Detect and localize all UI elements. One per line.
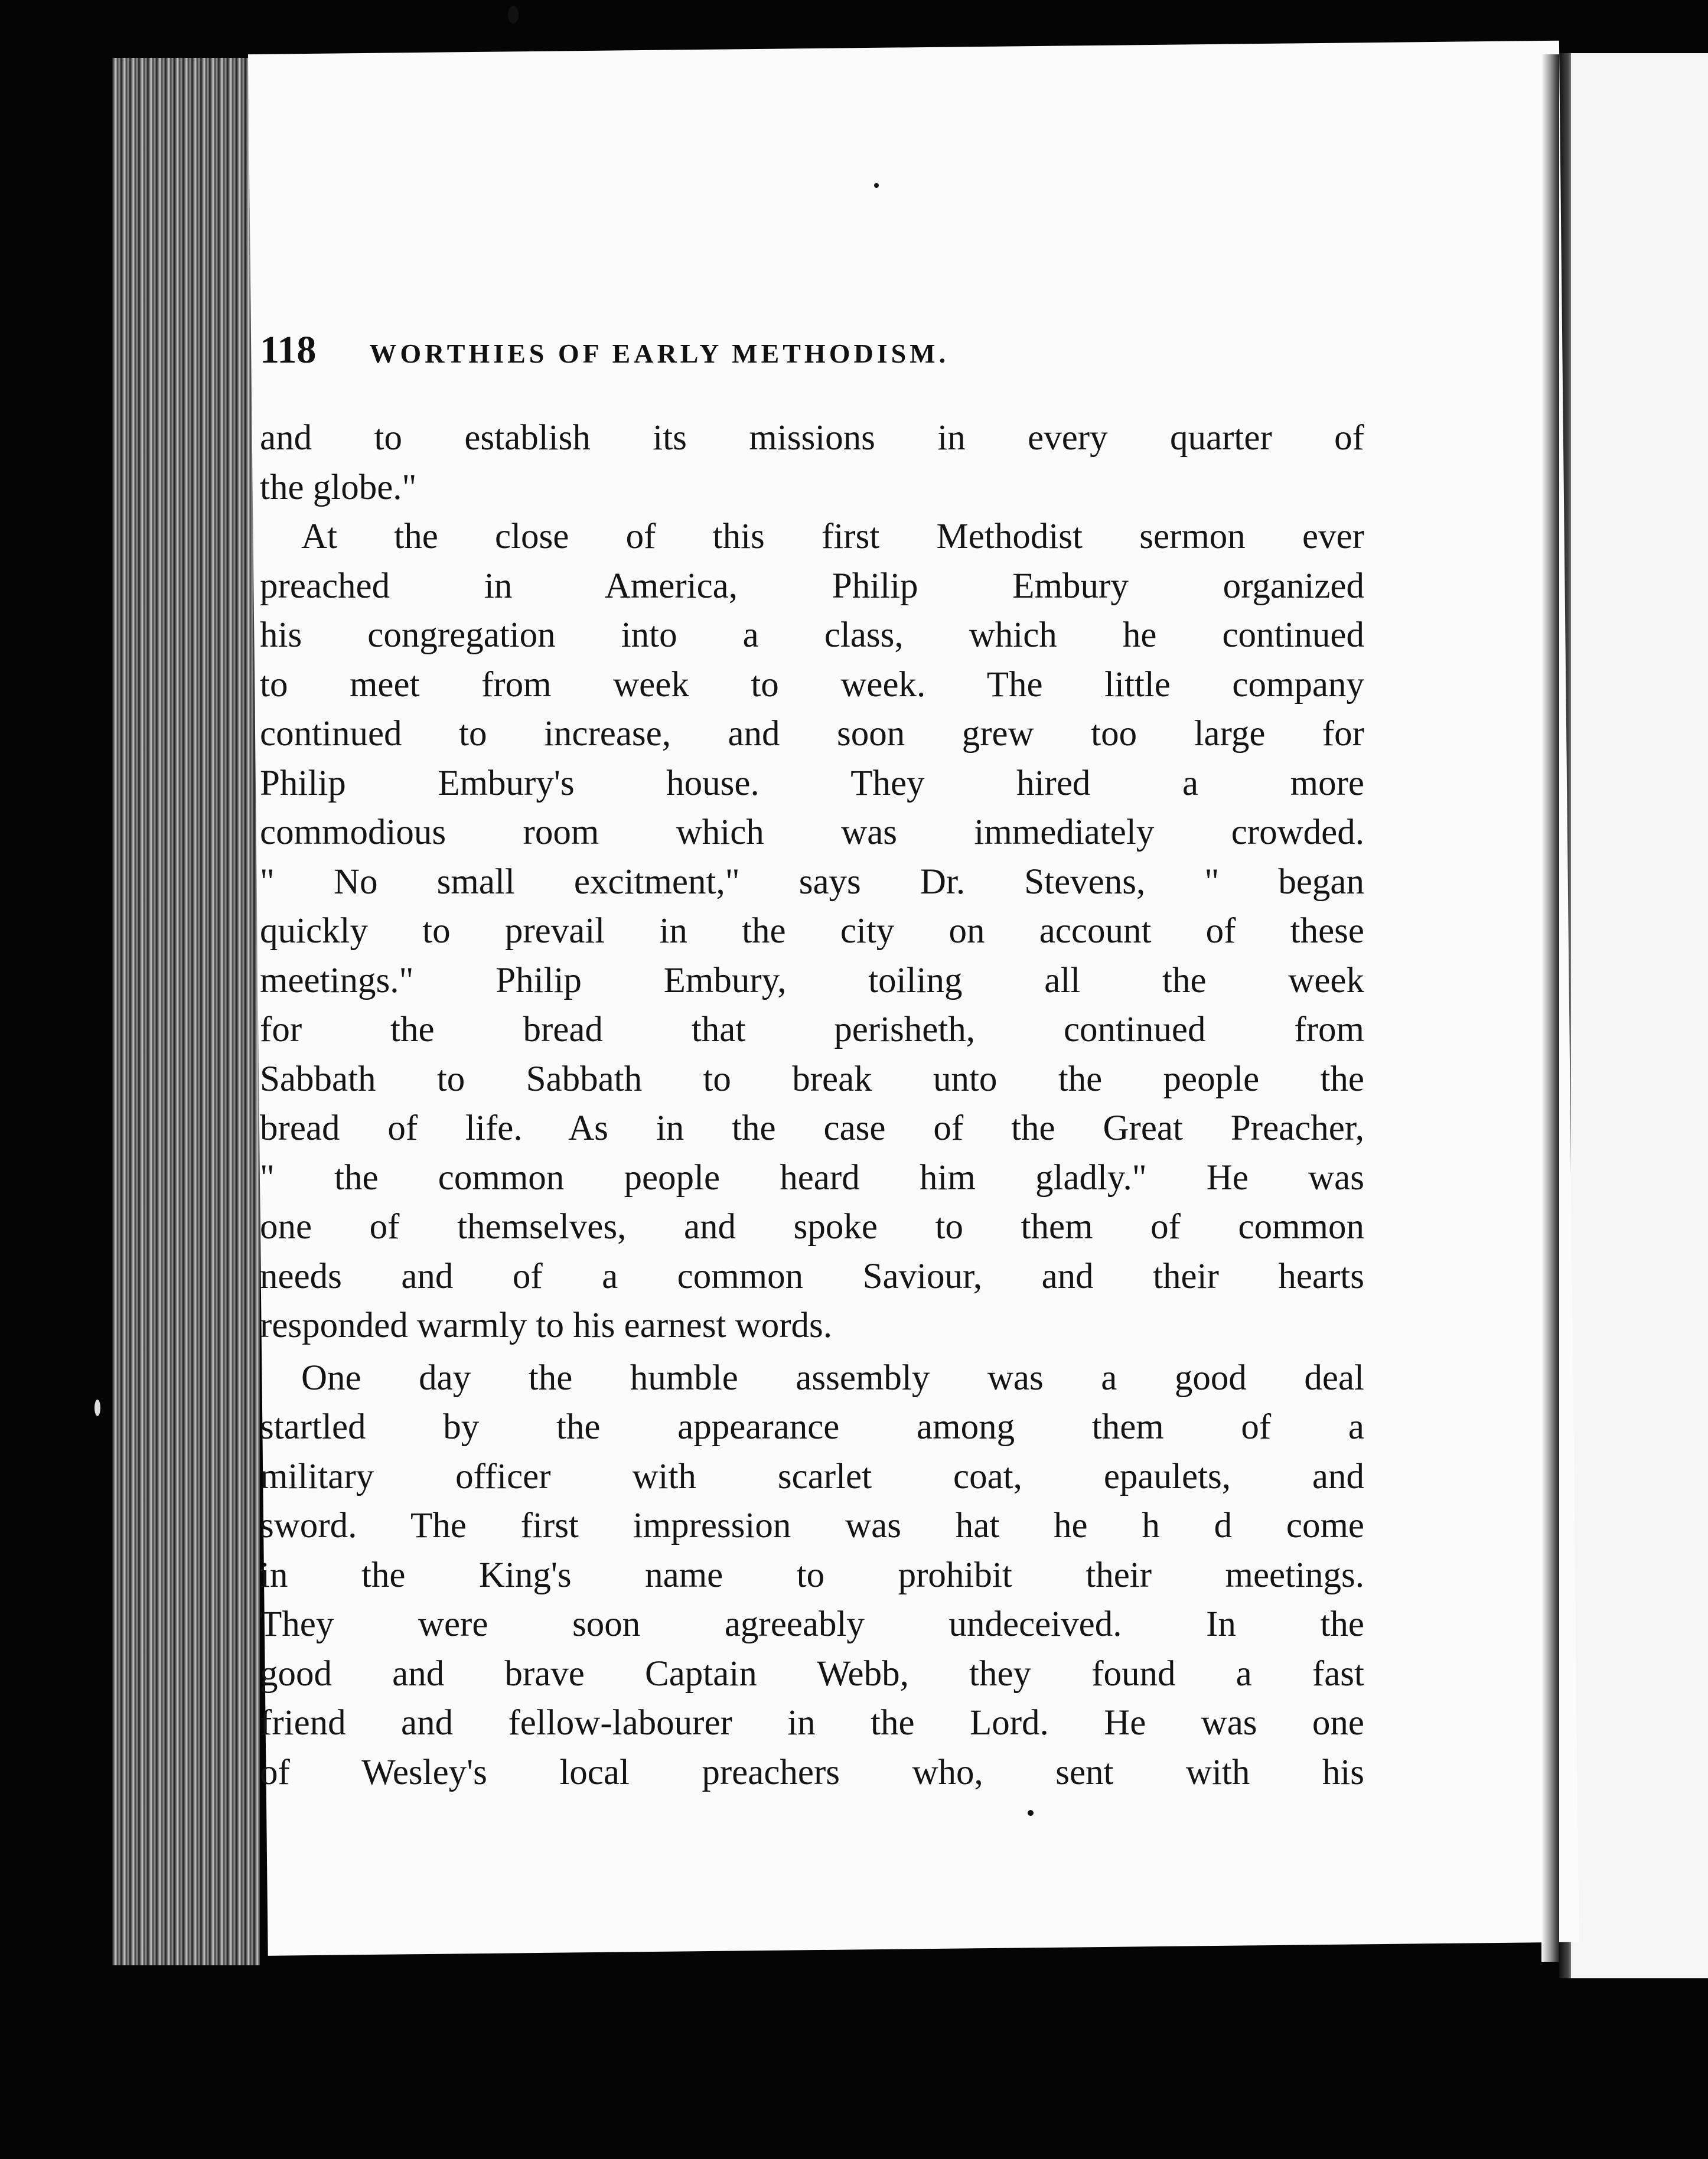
body-text <box>260 413 1364 1797</box>
text-line: for the bread that perisheth, continued from <box>260 1010 1364 1049</box>
text-line: needs and of a common Saviour, and their hearts <box>260 1256 1364 1296</box>
text-line: " the common people heard him gladly." He was <box>260 1157 1364 1198</box>
text-line: Sabbath to Sabbath to break unto the people the <box>260 1059 1364 1099</box>
text-line: meetings." Philip Embury, toiling all the week <box>260 960 1364 1000</box>
text-line: the globe." <box>260 467 417 507</box>
text-line: At the close of this first Methodist sermon ever <box>301 517 1364 556</box>
text-line: and to establish its missions in every quarter of <box>260 418 1364 458</box>
scan-speck <box>1028 1810 1034 1816</box>
text-line: quickly to prevail in the city on account of these <box>260 911 1364 951</box>
paragraph <box>260 512 1364 1351</box>
text-line: commodious room which was immediately crowded. <box>260 813 1364 852</box>
book-page-edges <box>112 58 260 1965</box>
text-line: one of themselves, and spoke to them of common <box>260 1207 1364 1247</box>
text-line: his congregation into a class, which he continued <box>260 615 1364 655</box>
facing-page <box>1571 53 1708 1978</box>
text-line: startled by the appearance among them of a <box>260 1407 1364 1447</box>
text-line: Philip Embury's house. They hired a more <box>260 763 1364 803</box>
text-line: military officer with scarlet coat, epaulets, and <box>260 1456 1364 1496</box>
text-line: good and brave Captain Webb, they found a fast <box>260 1654 1364 1694</box>
text-line: friend and fellow-labourer in the Lord. He was one <box>260 1703 1364 1743</box>
running-title: WORTHIES OF EARLY METHODISM. <box>369 338 950 368</box>
text-line: sword. The first impression was hat he h d come <box>260 1506 1364 1545</box>
text-line: " No small excitment," says Dr. Stevens, " began <box>260 862 1364 902</box>
scan-speck <box>874 183 879 188</box>
text-line: bread of life. As in the case of the Great Preacher, <box>260 1108 1364 1148</box>
text-line: One day the humble assembly was a good deal <box>301 1358 1364 1398</box>
text-line: continued to increase, and soon grew too large for <box>260 714 1364 754</box>
paragraph <box>260 1354 1364 1798</box>
page-number: 118 <box>260 328 317 371</box>
page-edge-shadow <box>1541 54 1559 1962</box>
text-line: preached in America, Philip Embury organized <box>260 566 1364 606</box>
text-line: responded warmly to his earnest words. <box>260 1306 833 1345</box>
page-header <box>260 328 1205 373</box>
paragraph <box>260 413 1364 512</box>
text-line: in the King's name to prohibit their meetings. <box>260 1555 1364 1595</box>
scan-speck <box>94 1400 100 1416</box>
text-line: to meet from week to week. The little company <box>260 664 1364 705</box>
scan-speck <box>508 6 519 24</box>
text-line: of Wesley's local preachers who, sent with his <box>260 1752 1364 1792</box>
text-line: They were soon agreeably undeceived. In the <box>260 1604 1364 1644</box>
